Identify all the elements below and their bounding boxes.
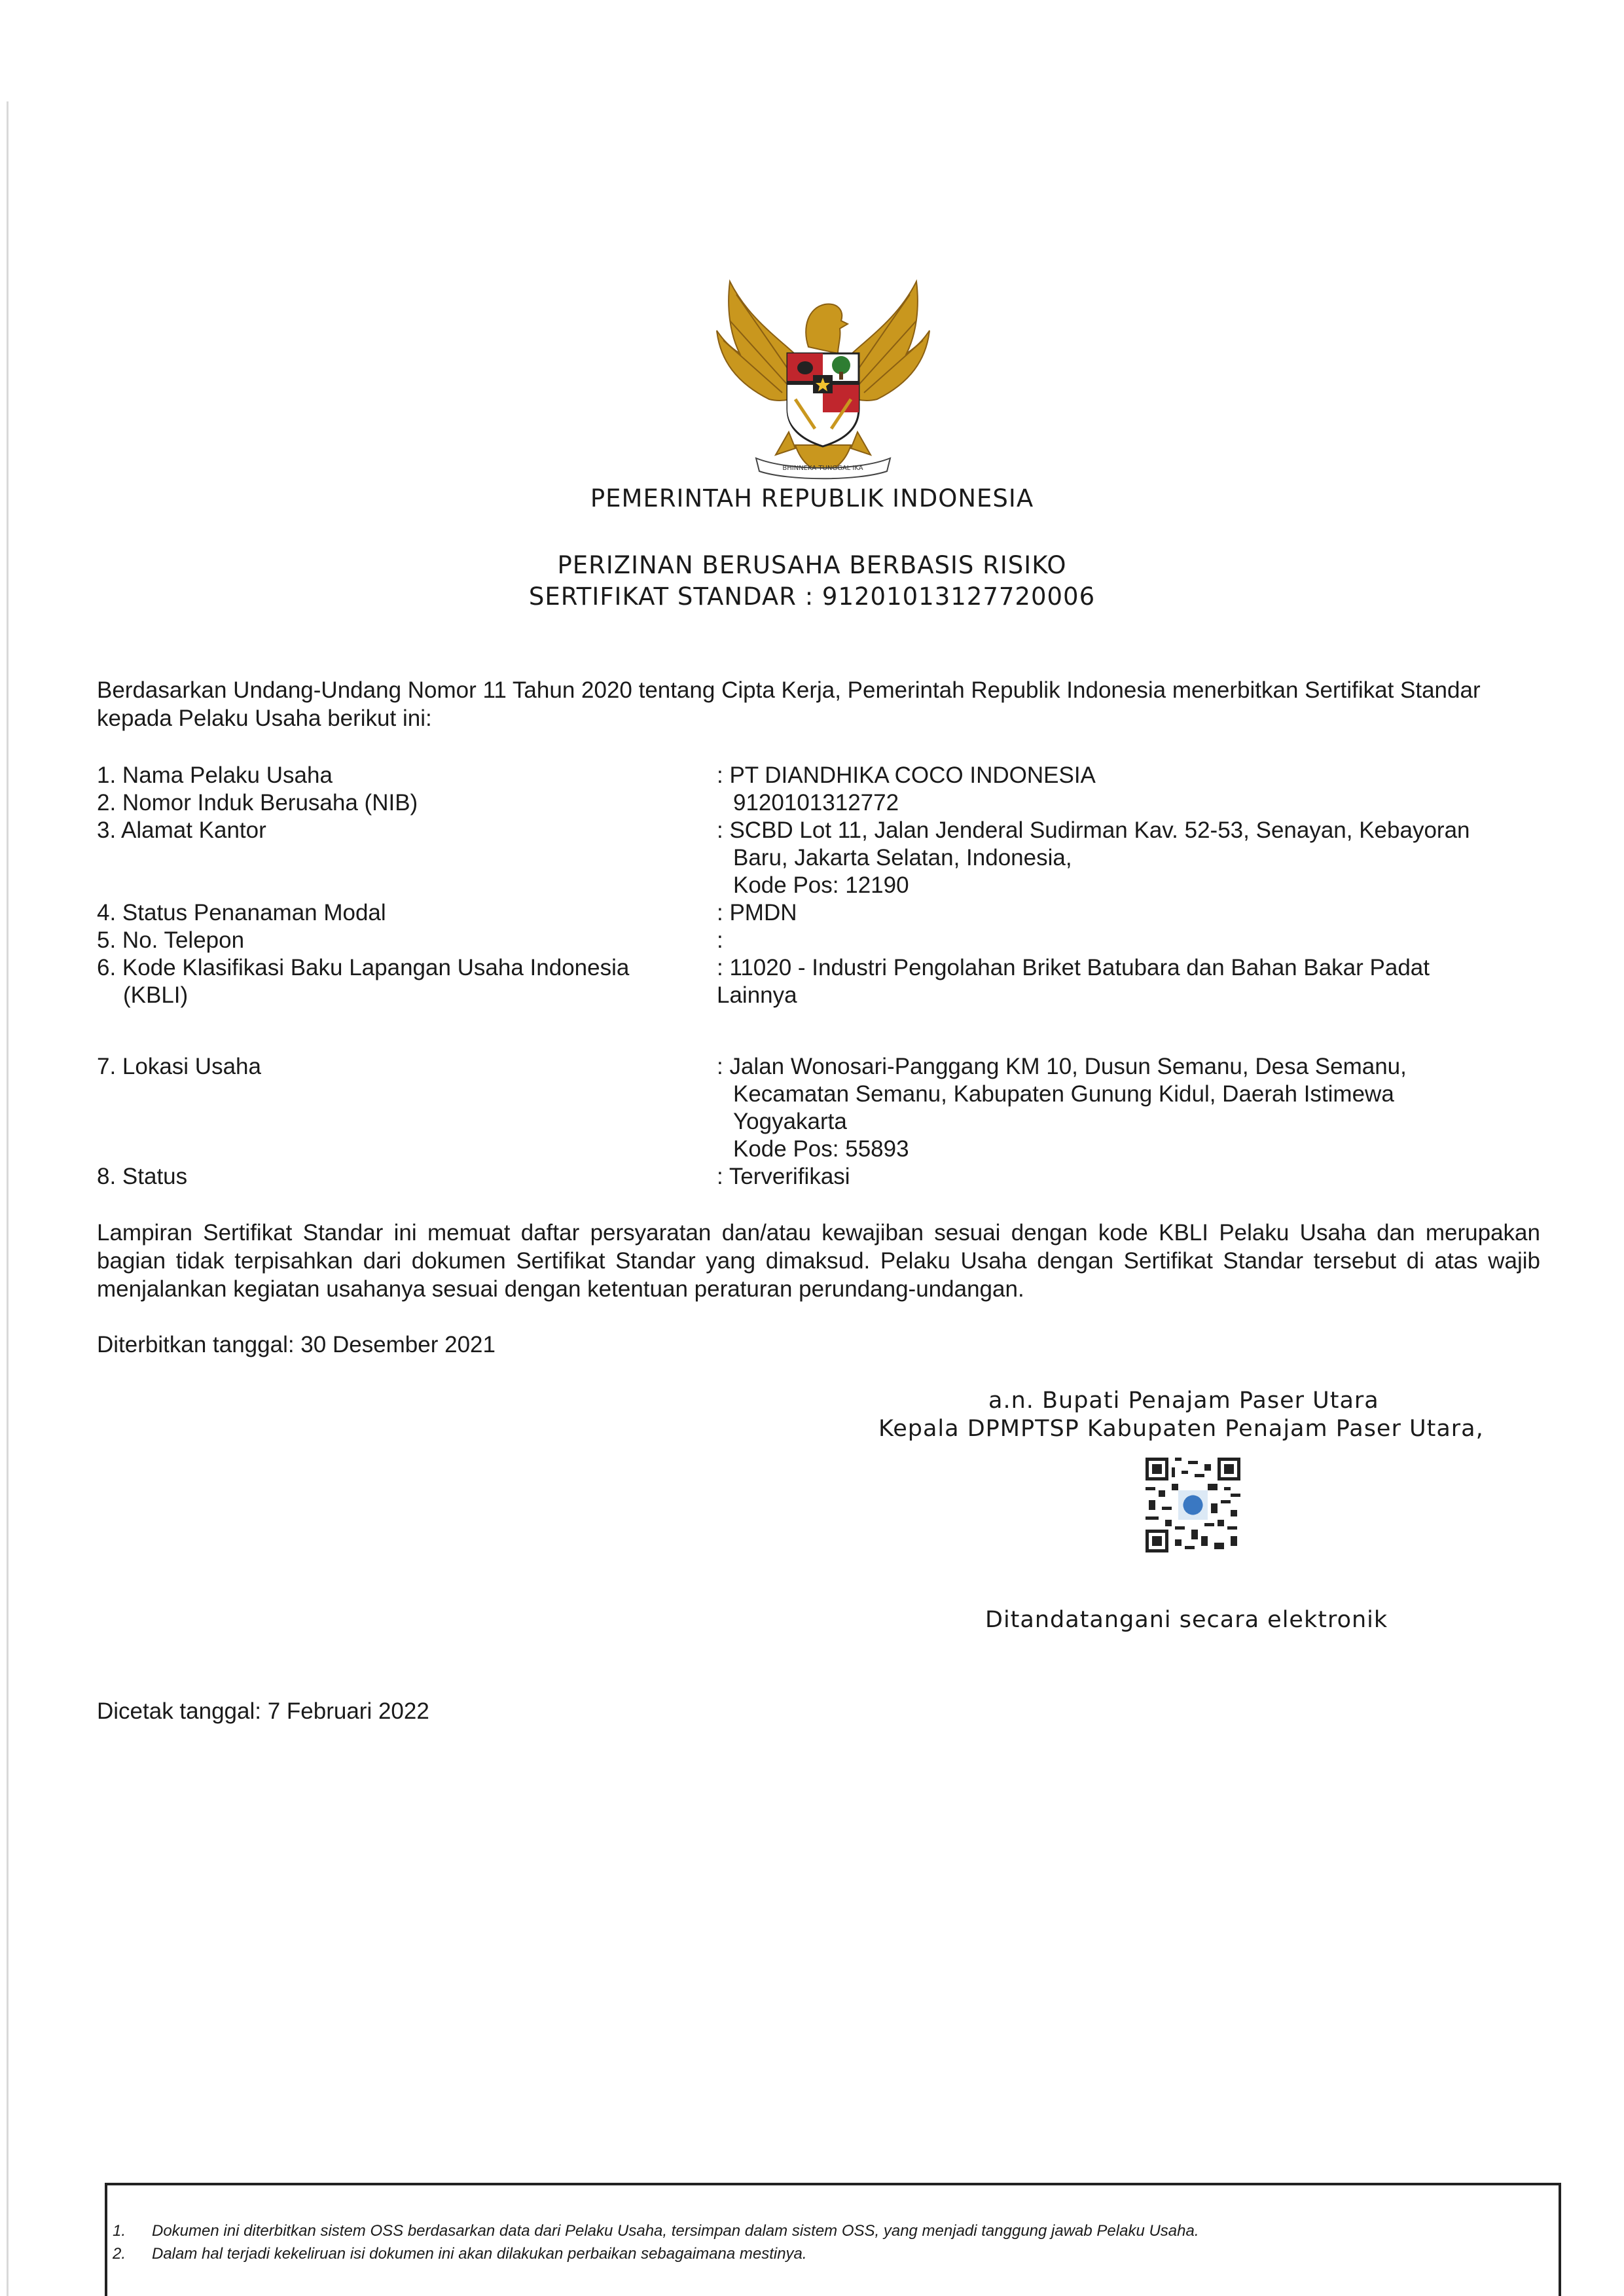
footer-note-text: Dalam hal terjadi kekeliruan isi dokumen ini akan dilakukan perbaikan sebagaimana mestinya. bbox=[152, 2245, 807, 2263]
address-label: 3. Alamat Kantor bbox=[97, 817, 266, 843]
name-value: : PT DIANDHIKA COCO INDONESIA bbox=[717, 762, 1096, 788]
nib-label: 2. Nomor Induk Berusaha (NIB) bbox=[97, 790, 418, 816]
issued-date: Diterbitkan tanggal: 30 Desember 2021 bbox=[97, 1332, 496, 1357]
footer-note-2 bbox=[113, 2245, 807, 2263]
kbli-label-line-1: 6. Kode Klasifikasi Baku Lapangan Usaha Indonesia bbox=[97, 955, 630, 980]
page-edge bbox=[7, 101, 9, 2296]
kbli-value-line-2: Lainnya bbox=[717, 982, 797, 1008]
status-value: : Terverifikasi bbox=[717, 1164, 850, 1189]
investment-label: 4. Status Penanaman Modal bbox=[97, 900, 386, 925]
intro-paragraph: Berdasarkan Undang-Undang Nomor 11 Tahun 2020 tentang Cipta Kerja, Pemerintah Republik Indonesia menerbitkan Sertifikat Standar kepada Pelaku Usaha berikut ini: bbox=[97, 677, 1481, 731]
footer-note-1 bbox=[113, 2222, 1199, 2240]
emblem-motto: BHINNEKA TUNGGAL IKA bbox=[782, 465, 863, 472]
phone-label: 5. No. Telepon bbox=[97, 927, 245, 953]
location-line-1: : Jalan Wonosari-Panggang KM 10, Dusun Semanu, Desa Semanu, bbox=[717, 1054, 1407, 1079]
kbli-value-line-1: : 11020 - Industri Pengolahan Briket Batubara dan Bahan Bakar Padat bbox=[717, 955, 1430, 980]
attachment-note: Lampiran Sertifikat Standar ini memuat daftar persyaratan dan/atau kewajiban sesuai dengan kode KBLI Pelaku Usaha dan merupakan bagian tidak terpisahkan dari dokumen Sertifikat Standar yang dimaksud. Pelaku Usaha dengan Sertifikat Standar tersebut di atas wajib menjalankan kegiatan usahanya sesuai dengan ketentuan peraturan perundang-undangan. bbox=[97, 1220, 1540, 1302]
location-line-2: Kecamatan Semanu, Kabupaten Gunung Kidul, Daerah Istimewa bbox=[733, 1081, 1394, 1107]
address-line-1: : SCBD Lot 11, Jalan Jenderal Sudirman Kav. 52-53, Senayan, Kebayoran bbox=[717, 817, 1470, 843]
phone-value: : bbox=[717, 927, 723, 953]
signature-position: Kepala DPMPTSP Kabupaten Penajam Paser Utara, bbox=[878, 1416, 1484, 1442]
electronic-signature-note: Ditandatangani secara elektronik bbox=[985, 1607, 1388, 1633]
location-line-3: Yogyakarta bbox=[733, 1109, 847, 1134]
garuda-emblem bbox=[710, 268, 936, 491]
footer-note-number: 2. bbox=[113, 2245, 126, 2263]
printed-date: Dicetak tanggal: 7 Februari 2022 bbox=[97, 1698, 429, 1724]
qr-code bbox=[1146, 1458, 1240, 1552]
name-label: 1. Nama Pelaku Usaha bbox=[97, 762, 333, 788]
government-title: PEMERINTAH REPUBLIK INDONESIA bbox=[590, 484, 1034, 512]
investment-value: : PMDN bbox=[717, 900, 797, 925]
status-label: 8. Status bbox=[97, 1164, 188, 1189]
location-label: 7. Lokasi Usaha bbox=[97, 1054, 261, 1079]
footer-note-number: 1. bbox=[113, 2222, 126, 2240]
permit-type-title: PERIZINAN BERUSAHA BERBASIS RISIKO bbox=[557, 551, 1067, 579]
kbli-label-line-2: (KBLI) bbox=[123, 982, 189, 1008]
signature-on-behalf: a.n. Bupati Penajam Paser Utara bbox=[988, 1388, 1379, 1414]
certificate-number: SERTIFIKAT STANDAR : 91201013127720006 bbox=[528, 583, 1096, 611]
address-line-2: Baru, Jakarta Selatan, Indonesia, bbox=[733, 845, 1072, 870]
location-line-4: Kode Pos: 55893 bbox=[733, 1136, 909, 1162]
address-line-3: Kode Pos: 12190 bbox=[733, 872, 909, 898]
nib-value: 9120101312772 bbox=[733, 790, 899, 816]
footer-note-text: Dokumen ini diterbitkan sistem OSS berdasarkan data dari Pelaku Usaha, tersimpan dalam sistem OSS, yang menjadi tanggung jawab Pelaku Usaha. bbox=[152, 2222, 1199, 2240]
